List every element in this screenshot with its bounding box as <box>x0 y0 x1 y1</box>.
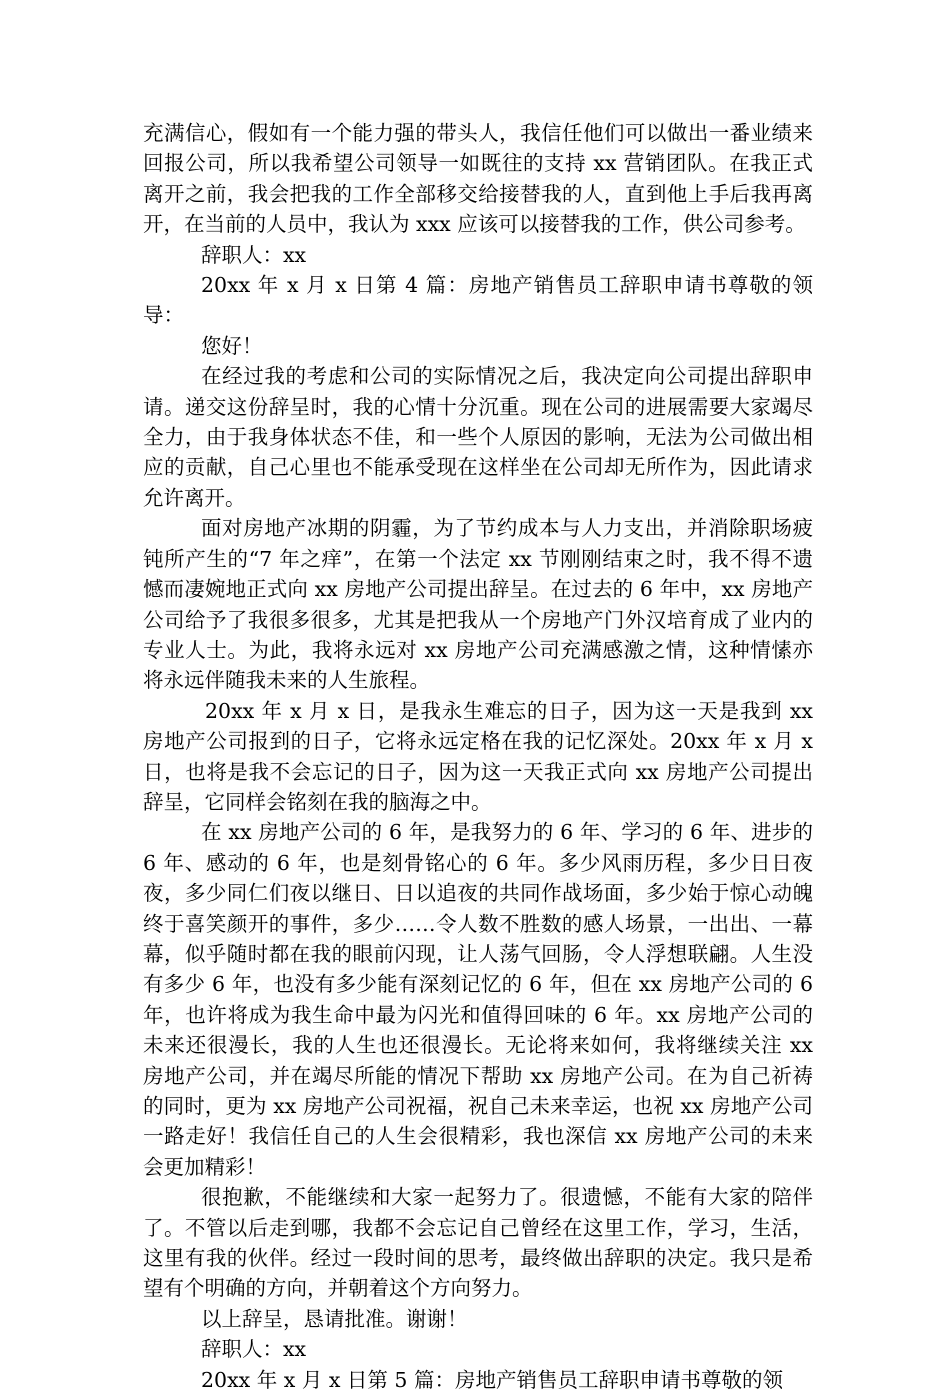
paragraph-apology: 很抱歉，不能继续和大家一起努力了。很遗憾，不能有大家的陪伴了。不管以后走到哪，我都不会忘记自己曾经在这里工作，学习，生活，这里有我的伙伴。经过一段时间的思考，最终做出辞职的决定。我只是希望有个明确的方向，并朝着这个方向努力。 <box>143 1185 813 1301</box>
date-and-section-heading: 20xx 年 x 月 x 日第 5 篇：房地产销售员工辞职申请书尊敬的领 <box>201 1367 783 1392</box>
resigner-line: 辞职人：xx <box>201 242 307 267</box>
paragraph-six-years: 在 xx 房地产公司的 6 年，是我努力的 6 年、学习的 6 年、进步的 6 年、感动的 6 年，也是刻骨铭心的 6 年。多少风雨历程，多少日日夜夜，多少同仁们夜以继日、日以追夜的共同作战场面，多少始于惊心动魄终于喜笑颜开的事件，多少……令人数不胜数的感人场景，一出出、一幕幕，似乎随时都在我的眼前闪现，让人荡气回肠，令人浮想联翩。人生没有多少 6 年，也没有多少能有深刻记忆的 6 年，但在 xx 房地产公司的 6 年，也许将成为我生命中最为闪光和值得回味的 6 年。xx 房地产公司的未来还很漫长，我的人生也还很漫长。无论将来如何，我将继续关注 xx 房地产公司，并在竭尽所能的情况下帮助 xx 房地产公司。在为自己祈祷的同时，更为 xx 房地产公司祝福，祝自己未来幸运，也祝 xx 房地产公司一路走好！我信任自己的人生会很精彩，我也深信 xx 房地产公司的未来会更加精彩！ <box>143 820 813 1179</box>
date-and-section-heading: 20xx 年 x 月 x 日第 4 篇：房地产销售员工辞职申请书尊敬的领导： <box>143 273 813 328</box>
paragraph-reason: 在经过我的考虑和公司的实际情况之后，我决定向公司提出辞职申请。递交这份辞呈时，我的心情十分沉重。现在公司的进展需要大家竭尽全力，由于我身体状态不佳，和一些个人原因的影响，无法为公司做出相应的贡献，自己心里也不能承受现在这样坐在公司却无所作为，因此请求允许离开。 <box>143 364 813 510</box>
paragraph-continuation: 充满信心，假如有一个能力强的带头人，我信任他们可以做出一番业绩来回报公司，所以我希望公司领导一如既往的支持 xx 营销团队。在我正式离开之前，我会把我的工作全部移交给接替我的人，直到他上手后我再离开，在当前的人员中，我认为 xxx 应该可以接替我的工作，供公司参考。 <box>143 121 813 237</box>
greeting: 您好！ <box>201 333 263 358</box>
closing-request: 以上辞呈，恳请批准。谢谢！ <box>201 1306 468 1331</box>
document-body <box>143 118 813 1395</box>
paragraph-market: 面对房地产冰期的阴霾，为了节约成本与人力支出，并消除职场疲钝所产生的“7 年之痒”，在第一个法定 xx 节刚刚结束之时，我不得不遗憾而凄婉地正式向 xx 房地产公司提出辞呈。在过去的 6 年中，xx 房地产公司给予了我很多很多，尤其是把我从一个房地产门外汉培育成了业内的专业人士。为此，我将永远对 xx 房地产公司充满感激之情，这种情愫亦将永远伴随我未来的人生旅程。 <box>143 516 813 693</box>
resigner-line: 辞职人：xx <box>201 1337 307 1362</box>
paragraph-dates: 20xx 年 x 月 x 日，是我永生难忘的日子，因为这一天是我到 xx 房地产公司报到的日子，它将永远定格在我的记忆深处。20xx 年 x 月 x 日，也将是我不会忘记的日子，因为这一天我正式向 xx 房地产公司提出辞呈，它同样会铭刻在我的脑海之中。 <box>143 698 813 814</box>
